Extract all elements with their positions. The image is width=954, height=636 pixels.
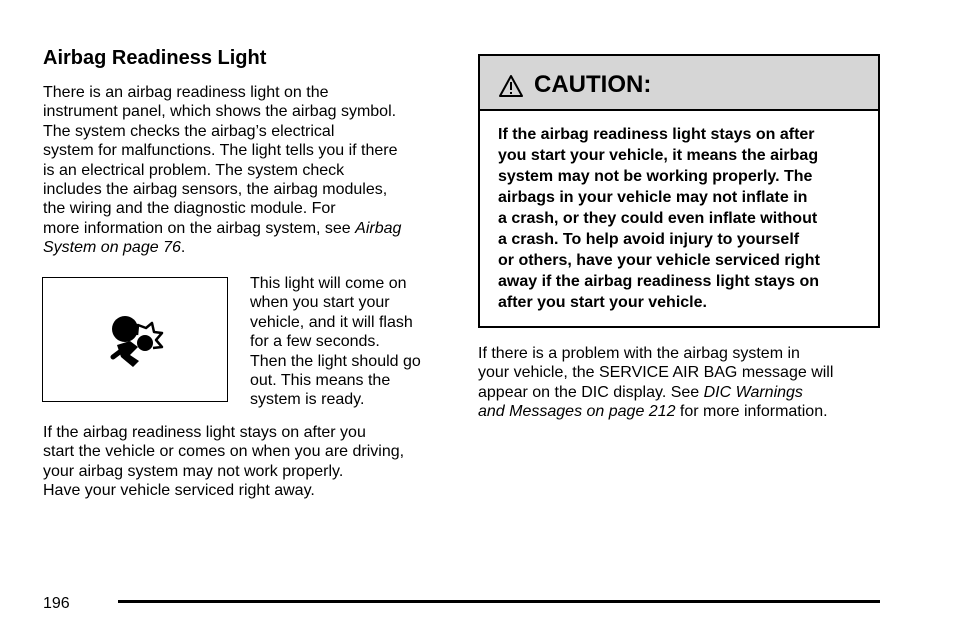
dic-paragraph	[478, 344, 833, 422]
caution-text	[498, 124, 820, 313]
light-behavior-paragraph	[250, 274, 421, 410]
text-line: system may not be working properly. The	[498, 168, 813, 185]
text-line	[43, 238, 401, 257]
airbag-light-figure	[42, 277, 228, 402]
text-line: Have your vehicle serviced right away.	[43, 482, 315, 500]
text-line: is an electrical problem. The system check	[43, 161, 345, 179]
text-line: If there is a problem with the airbag system in	[478, 345, 800, 362]
text-line: a crash, or they could even inflate without	[498, 210, 818, 227]
cross-reference-link[interactable]: and Messages on page 212	[478, 403, 676, 421]
text-segment: for more information.	[675, 403, 828, 421]
text-line: your vehicle, the SERVICE AIR BAG message will	[478, 364, 834, 382]
text-line: The system checks the airbag’s electrical	[43, 122, 335, 140]
text-line: after you start your vehicle.	[498, 294, 707, 311]
text-segment: .	[180, 239, 186, 257]
cross-reference-link[interactable]: System on page 76	[43, 239, 181, 257]
text-line: There is an airbag readiness light on the	[43, 84, 329, 101]
page-number: 196	[43, 595, 70, 612]
text-line: instrument panel, which shows the airbag symbol.	[43, 103, 397, 121]
caution-box	[478, 54, 880, 328]
text-line: or others, have your vehicle serviced right	[498, 252, 820, 269]
intro-paragraph	[43, 83, 401, 258]
warning-triangle-icon	[498, 74, 524, 98]
text-line	[478, 402, 833, 421]
text-line: when you start your	[250, 294, 390, 312]
caution-header	[480, 56, 878, 111]
text-line: your airbag system may not work properly.	[43, 462, 344, 480]
text-segment: more information on the airbag system, see	[43, 219, 356, 237]
text-line: includes the airbag sensors, the airbag modules,	[43, 181, 388, 199]
text-line: out. This means the	[250, 372, 391, 390]
text-line: system is ready.	[250, 391, 365, 409]
text-line: This light will come on	[250, 275, 407, 292]
text-line: system for malfunctions. The light tells you if there	[43, 142, 398, 160]
text-line: If the airbag readiness light stays on after you	[43, 424, 366, 441]
text-line: vehicle, and it will flash	[250, 313, 413, 331]
text-line: for a few seconds.	[250, 333, 380, 351]
text-line: start the vehicle or comes on when you are driving,	[43, 443, 405, 461]
text-line	[478, 383, 833, 402]
text-line: away if the airbag readiness light stays on	[498, 273, 819, 290]
text-line: airbags in your vehicle may not inflate in	[498, 189, 808, 206]
footer-rule	[118, 600, 880, 603]
text-line: you start your vehicle, it means the airbag	[498, 147, 819, 164]
text-line: Then the light should go	[250, 352, 421, 370]
text-line	[43, 219, 401, 238]
text-line: a crash. To help avoid injury to yourself	[498, 231, 800, 248]
airbag-symbol-icon	[105, 311, 167, 373]
text-segment: appear on the DIC display. See	[478, 383, 704, 401]
caution-title: CAUTION:	[534, 71, 652, 98]
section-heading: Airbag Readiness Light	[43, 47, 267, 69]
service-advice-paragraph	[43, 423, 404, 501]
cross-reference-link[interactable]: Airbag	[355, 219, 402, 237]
text-line: the wiring and the diagnostic module. For	[43, 200, 336, 218]
cross-reference-link[interactable]: DIC Warnings	[703, 383, 803, 401]
text-line: If the airbag readiness light stays on after	[498, 126, 815, 143]
